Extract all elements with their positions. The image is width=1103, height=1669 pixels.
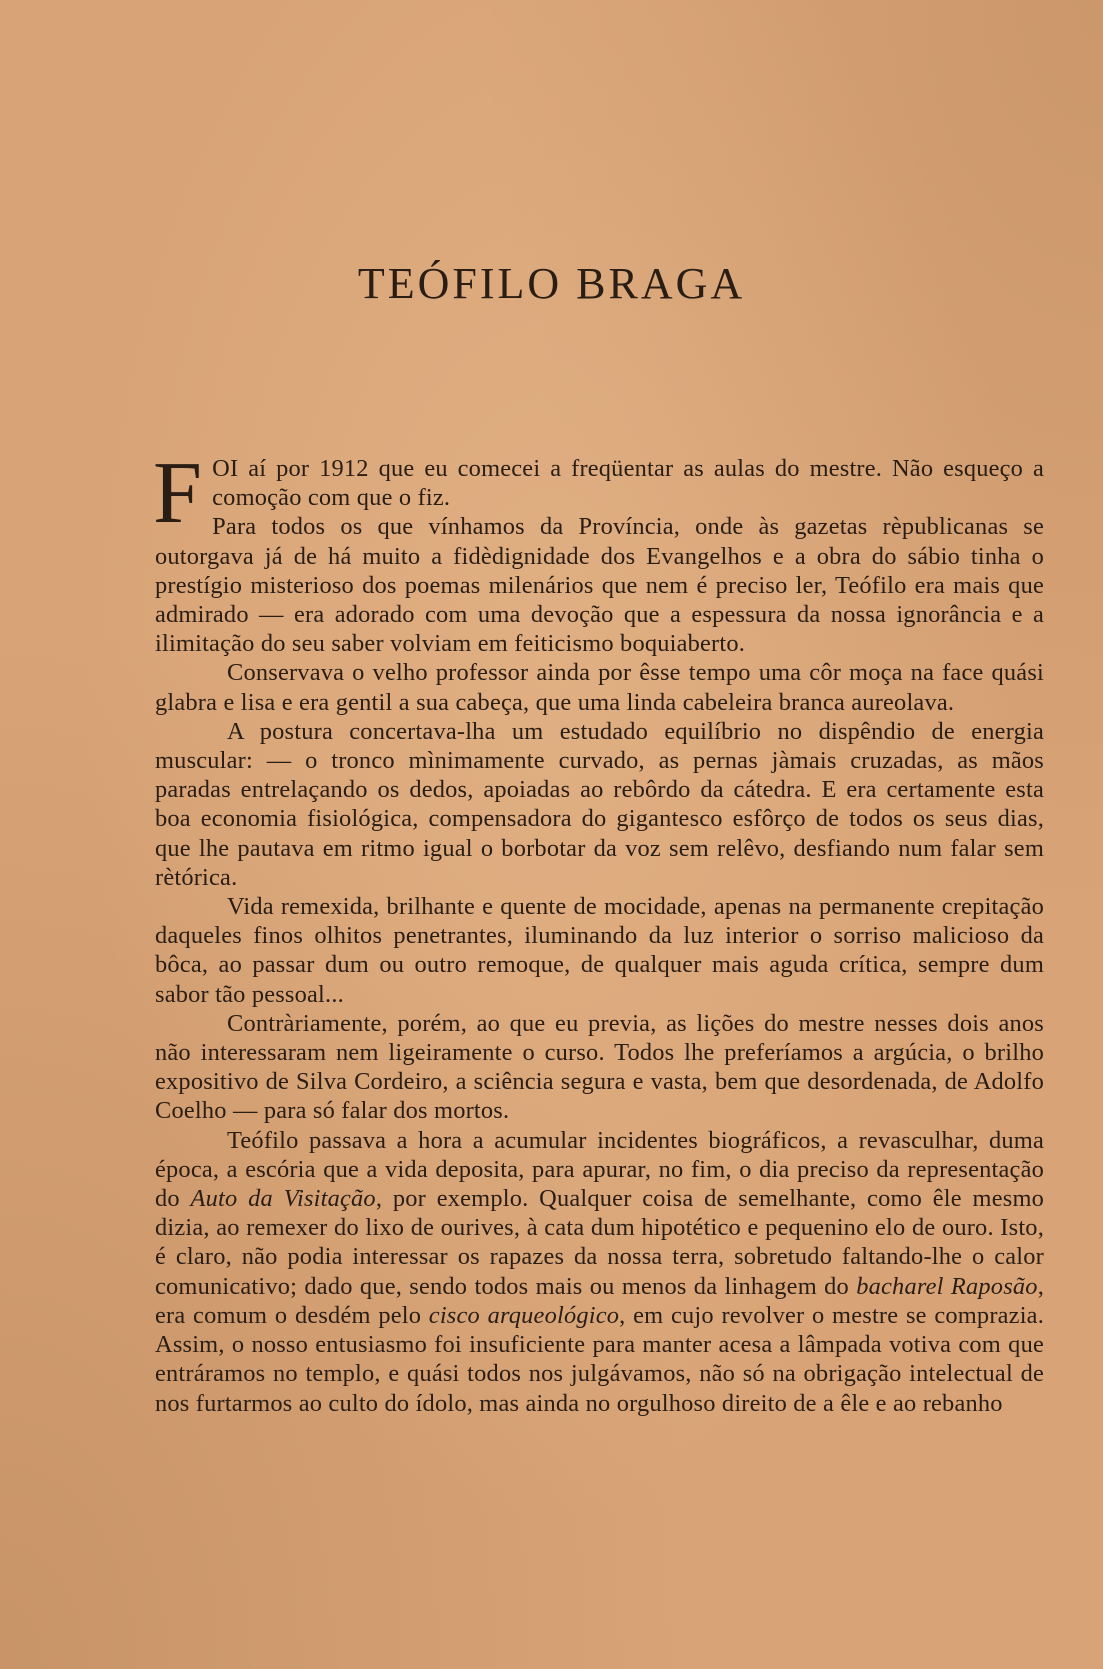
paragraph-1 — [153, 445, 1044, 542]
paragraph-2: Para todos os que vínhamos da Província, onde às gazetas rèpublicanas se outorgava já de há muito a fidèdignidade dos Evangelhos e a obra do sábio tinha o prestígio misterioso dos poemas milenários que nem é preciso ler, Teófilo era mais que admirado — era adorado com uma devoção que a espessura da nossa ignorância e a ilimitação do seu saber volviam em feiticismo boquiaberto. — [155, 513, 1044, 658]
paragraph-3: Conservava o velho professor ainda por êsse tempo uma côr moça na face quási glabra e lisa e era gentil a sua cabeça, que uma linda cabeleira branca aureolava. — [155, 659, 1044, 716]
paragraph-1-text: OI aí por 1912 que eu comecei a freqüentar as aulas do mestre. Não esqueço a comoção com que o fiz. — [212, 455, 1044, 512]
italic-cisco: cisco arqueológico — [428, 1301, 620, 1329]
paragraph-7-text-1: Teófilo passava a hora a acumular incidentes biográficos, a revasculhar, duma época, a escória que a vida deposita, para apurar, no fim, o dia preciso da representação do — [155, 1126, 1044, 1213]
paragraph-5: Vida remexida, brilhante e quente de mocidade, apenas na permanente crepitação daqueles finos olhitos penetrantes, iluminando da luz interior o sorriso malicioso da bôca, ao passar dum ou outro remoque, de qualquer mais aguda crítica, sempre dum sabor tão pessoal... — [155, 893, 1044, 1008]
paragraph-6: Contràriamente, porém, ao que eu previa, as lições do mestre nesses dois anos não interessaram nem ligeiramente o curso. Todos lhe preferíamos a argúcia, o brilho expositivo de Silva Cordeiro, a sciência segura e vasta, bem que desordenada, de Adolfo Coelho — para só falar dos mortos. — [155, 1009, 1044, 1125]
paragraph-4: A postura concertava-lha um estudado equilíbrio no dispêndio de energia muscular: — o tronco mìnimamente curvado, as pernas jàmais cruzadas, as mãos paradas entrelaçando os dedos, apoiadas ao rebôrdo da cátedra. E era certamente esta boa economia fisiológica, compensadora do gigantesco esfôrço de todos os seus dias, que lhe pautava em ritmo igual o borbotar da voz sem relêvo, desfiando num falar sem rètórica. — [155, 717, 1044, 891]
paragraph-7 — [155, 1126, 1044, 1418]
chapter-title: TEÓFILO BRAGA — [357, 259, 746, 308]
italic-bacharel: bacharel Raposão — [856, 1272, 1038, 1300]
drop-cap: F — [153, 445, 203, 542]
italic-title-auto: Auto da Visitação — [190, 1185, 376, 1213]
paragraph-7-text-3: , era comum o desdém pelo — [155, 1272, 1044, 1329]
paragraph-7-text-2: , por exemplo. Qualquer coisa de semelhante, como êle mesmo dizia, ao remexer do lixo de ourives, à cata dum hipotético e pequenino elo de ouro. Isto, é claro, não podia interessar os rapazes da nossa terra, sobretudo faltando-lhe o calor comunicativo; dado que, sendo todos mais ou menos da linhagem do — [155, 1185, 1045, 1300]
paragraph-7-text-4: , em cujo revolver o mestre se comprazia. Assim, o nosso entusiasmo foi insuficiente para manter acesa a lâmpada votiva com que entráramos no templo, e quási todos nos julgávamos, não só na obrigação intelectual de nos furtarmos ao culto do ídolo, mas ainda no orgulhoso direito de a êle e ao rebanho — [155, 1301, 1044, 1417]
body-text — [153, 445, 1045, 1418]
